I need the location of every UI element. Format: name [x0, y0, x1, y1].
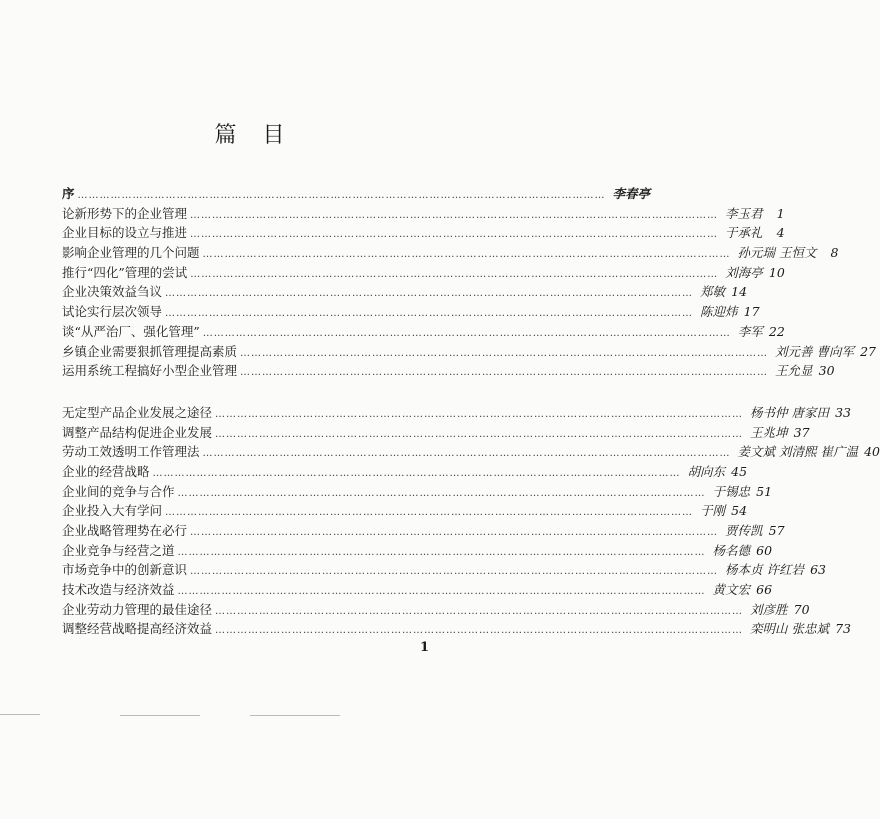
dot-leader: ………………………………………………………………………………………………………………………………	[177, 586, 706, 598]
toc-entry-title: 试论实行层次领导	[62, 304, 163, 320]
toc-entry-page: 30	[818, 363, 835, 379]
dot-leader: ………………………………………………………………………………………………………………………………	[190, 566, 719, 578]
toc-entry-page: 4	[776, 225, 785, 241]
toc-entry-page: 37	[793, 424, 810, 440]
page-number: 1	[420, 640, 430, 655]
toc-entry-page: 51	[756, 483, 773, 499]
toc-entry-page: 10	[768, 264, 785, 280]
toc-entry-title: 影响企业管理的几个问题	[62, 245, 200, 261]
toc-entry-title: 企业目标的设立与推进	[62, 225, 188, 241]
toc-entry-title: 企业竞争与经营之道	[62, 542, 175, 558]
toc-entry	[62, 501, 748, 521]
toc-group-1	[62, 184, 876, 381]
dot-leader: ………………………………………………………………………………………………………………………………	[190, 268, 719, 280]
group-separator	[62, 381, 442, 403]
toc-entry-page: 27	[860, 343, 876, 359]
toc-entry-title: 企业战略管理势在必行	[62, 523, 188, 538]
toc-entry	[62, 521, 785, 541]
toc-entry	[62, 361, 835, 381]
toc-entry-page: 45	[731, 463, 748, 479]
toc-entry-title: 企业间的竞争与合作	[62, 483, 175, 499]
toc-entry-author: 李军	[737, 323, 763, 339]
toc-entry-title: 论新形势下的企业管理	[62, 205, 188, 221]
dot-leader: ………………………………………………………………………………………………………………………………	[177, 546, 706, 558]
toc-entry-author: 李春亭	[612, 186, 651, 201]
toc-entry	[62, 442, 880, 462]
scan-artifact-line	[0, 714, 40, 715]
dot-leader: ………………………………………………………………………………………………………………………………	[177, 487, 706, 499]
toc-entry-title: 企业决策效益刍议	[62, 284, 163, 300]
dot-leader: ………………………………………………………………………………………………………………………………	[152, 467, 681, 479]
toc-entry	[62, 322, 785, 342]
toc-entry	[62, 223, 785, 243]
toc-entry-title: 市场竞争中的创新意识	[62, 562, 188, 578]
toc-entry-page: 1	[776, 205, 785, 221]
toc-entry	[62, 184, 651, 204]
toc-entry	[62, 302, 760, 322]
toc-entry-author: 杨本贞 许红岩	[725, 562, 804, 578]
toc-entry-author: 杨书仲 唐家田	[750, 404, 829, 420]
toc-entry-page: 60	[756, 542, 773, 558]
toc-entry-author: 郑敏	[700, 284, 726, 300]
toc-entry-title: 无定型产品企业发展之途径	[62, 404, 213, 420]
toc-entry	[62, 600, 810, 620]
toc-entry-title: 推行“四化”管理的尝试	[62, 264, 188, 280]
toc-entry-page: 17	[743, 304, 760, 320]
toc-entry-author: 栾明山 张忠斌	[750, 621, 829, 637]
toc-entry-title: 乡镇企业需要狠抓管理提高素质	[62, 343, 238, 359]
toc-entry	[62, 403, 851, 423]
toc-entry-page: 14	[731, 284, 748, 300]
toc-entry-author: 刘元善 曹向军	[775, 343, 854, 359]
scan-artifact-line	[250, 715, 340, 716]
toc-entry	[62, 243, 839, 263]
toc-entry-title: 序	[62, 186, 75, 201]
toc-entry-author: 贾传凯	[725, 523, 763, 538]
dot-leader: ………………………………………………………………………………………………………………………………	[190, 527, 719, 538]
dot-leader: ………………………………………………………………………………………………………………………………	[215, 625, 744, 637]
toc-entry-title: 调整产品结构促进企业发展	[62, 424, 213, 440]
dot-leader: ………………………………………………………………………………………………………………………………	[165, 308, 694, 320]
dot-leader: ………………………………………………………………………………………………………………………………	[215, 408, 744, 420]
scan-artifact-line	[120, 715, 200, 716]
toc-entry	[62, 204, 785, 224]
dot-leader: ………………………………………………………………………………………………………………………………	[215, 605, 744, 617]
dot-leader: ………………………………………………………………………………………………………………………………	[240, 367, 769, 379]
toc-entry-author: 于锡忠	[712, 483, 751, 499]
dot-leader: ………………………………………………………………………………………………………………………………	[165, 507, 694, 519]
toc-entry-page: 63	[810, 562, 826, 578]
dot-leader: ………………………………………………………………………………………………………………………………	[190, 229, 719, 241]
toc-entry-author: 陈迎炜	[700, 304, 738, 320]
toc-entry	[62, 263, 785, 283]
page-title: 篇目	[214, 123, 311, 148]
toc-entry-author: 胡向东	[687, 463, 726, 479]
toc-entry-page: 54	[731, 503, 748, 519]
toc-entry-page: 57	[768, 523, 785, 538]
table-of-contents	[62, 184, 880, 639]
toc-entry-author: 刘海亭	[725, 264, 763, 280]
toc-entry-author: 姜文斌 刘清熙 崔广温	[737, 444, 858, 460]
dot-leader: ………………………………………………………………………………………………………………………………	[202, 249, 731, 261]
toc-entry-title: 企业投入大有学问	[62, 503, 163, 519]
toc-entry-page: 73	[835, 621, 851, 637]
toc-entry-page: 70	[793, 601, 810, 617]
toc-entry-author: 李玉君	[725, 205, 763, 221]
toc-entry-page: 40	[864, 444, 880, 460]
toc-entry	[62, 423, 810, 443]
toc-entry-page: 33	[835, 404, 851, 420]
toc-entry	[62, 619, 851, 639]
toc-entry	[62, 462, 748, 482]
toc-entry-author: 黄文宏	[712, 582, 751, 598]
toc-entry	[62, 541, 773, 561]
toc-entry-page: 22	[768, 323, 785, 339]
dot-leader: ………………………………………………………………………………………………………………………………	[165, 288, 694, 300]
toc-entry-title: 运用系统工程搞好小型企业管理	[62, 363, 238, 379]
toc-entry	[62, 342, 876, 362]
toc-entry-title: 调整经营战略提高经济效益	[62, 621, 213, 637]
toc-entry	[62, 282, 748, 302]
dot-leader: ………………………………………………………………………………………………………………………………	[202, 448, 731, 460]
toc-entry-title: 劳动工效透明工作管理法	[62, 444, 200, 460]
toc-entry	[62, 560, 826, 580]
toc-entry-title: 谈“从严治厂、强化管理”	[62, 323, 200, 339]
toc-entry-author: 于承礼	[725, 225, 763, 241]
toc-entry-page: 8	[830, 245, 839, 261]
dot-leader: ………………………………………………………………………………………………………………………………	[190, 209, 719, 221]
toc-entry-author: 王允显	[775, 363, 813, 379]
toc-entry	[62, 580, 773, 600]
toc-entry-author: 孙元瑞 王恒文	[737, 245, 817, 261]
toc-group-2	[62, 403, 880, 639]
toc-entry-author: 杨名德	[712, 542, 751, 558]
toc-entry-title: 企业的经营战略	[62, 463, 150, 479]
dot-leader: ………………………………………………………………………………………………………………………………	[77, 190, 606, 201]
toc-entry	[62, 482, 773, 502]
dot-leader: ………………………………………………………………………………………………………………………………	[215, 428, 744, 440]
dot-leader: ………………………………………………………………………………………………………………………………	[240, 347, 769, 359]
toc-entry-page: 66	[756, 582, 773, 598]
toc-entry-title: 企业劳动力管理的最佳途径	[62, 601, 213, 617]
toc-entry-title: 技术改造与经济效益	[62, 582, 175, 598]
toc-entry-author: 王兆坤	[750, 424, 788, 440]
dot-leader: ………………………………………………………………………………………………………………………………	[202, 327, 731, 339]
toc-entry-author: 于刚	[700, 503, 726, 519]
toc-entry-author: 刘彦胜	[750, 601, 788, 617]
